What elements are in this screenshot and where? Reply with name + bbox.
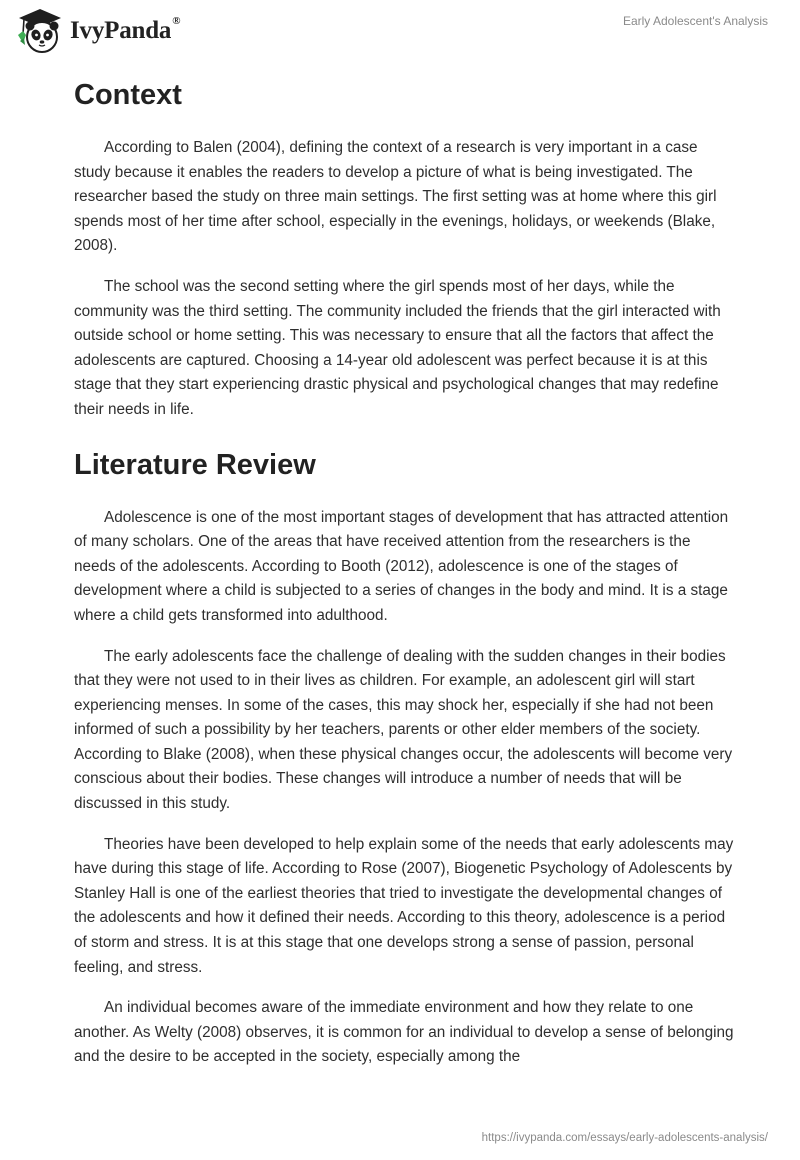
page-header: [0, 0, 800, 70]
section-heading-literature-review: Literature Review: [74, 448, 316, 481]
section-heading-context: Context: [74, 79, 182, 111]
paragraph: The school was the second setting where the girl spends most of her days, while the community was the third setting. The community included the friends that the girl interacted with outside school or home setting. This was necessary to ensure that all the factors that affect the adolescents are captured. Choosing a 14-year old adolescent was perfect because it is at this stage that they start experiencing drastic physical and psychological changes that may redefine their needs in life.: [74, 277, 721, 418]
paragraph: An individual becomes aware of the immediate environment and how they relate to one another. As Welty (2008) observes, it is common for an individual to develop a sense of belonging and the desire to be accepted in the society, especially among the: [74, 999, 734, 1066]
essay-content: [74, 70, 734, 1070]
logo-wordmark: IvyPanda®: [70, 15, 181, 44]
paragraph: The early adolescents face the challenge of dealing with the sudden changes in their bodies that they were not used to in their lives as children. For example, an adolescent girl will start experiencing menses. In some of the cases, this may shock her, especially if she had not been informed of such a possibility by her teachers, parents or other elder members of the society. According to Blake (2008), when these physical changes occur, the adolescents will become very conscious about their bodies. These changes will introduce a number of needs that will be discussed in this study.: [74, 647, 733, 813]
paragraph: Adolescence is one of the most important stages of development that has attracted attention of many scholars. One of the areas that have received attention from the researchers is the needs of the adolescents. According to Booth (2012), adolescence is one of the stages of development where a child is subjected to a series of changes in the body and mind. It is a stage where a child gets transformed into adulthood.: [74, 508, 729, 624]
running-title: Early Adolescent's Analysis: [622, 14, 768, 28]
panda-graduate-icon: [14, 7, 66, 55]
source-url[interactable]: https://ivypanda.com/essays/early-adolescents-analysis/: [481, 1132, 768, 1144]
paragraph: Theories have been developed to help explain some of the needs that early adolescents may have during this stage of life. According to Rose (2007), Biogenetic Psychology of Adolescents by Stanley Hall is one of the earliest theories that tried to investigate the developmental changes of the adolescents and how it defined their needs. According to this theory, adolescence is a period of storm and stress. It is at this stage that one develops strong a sense of passion, personal feeling, and stress.: [74, 835, 734, 976]
registered-mark: ®: [172, 15, 181, 27]
ivypanda-logo[interactable]: [14, 7, 180, 55]
paragraph: According to Balen (2004), defining the context of a research is very important in a case study because it enables the readers to develop a picture of what is being investigated. The researcher based the study on three main settings. The first setting was at home where this girl spends most of her time after school, especially in the evenings, holidays, or weekends (Blake, 2008).: [74, 139, 717, 255]
